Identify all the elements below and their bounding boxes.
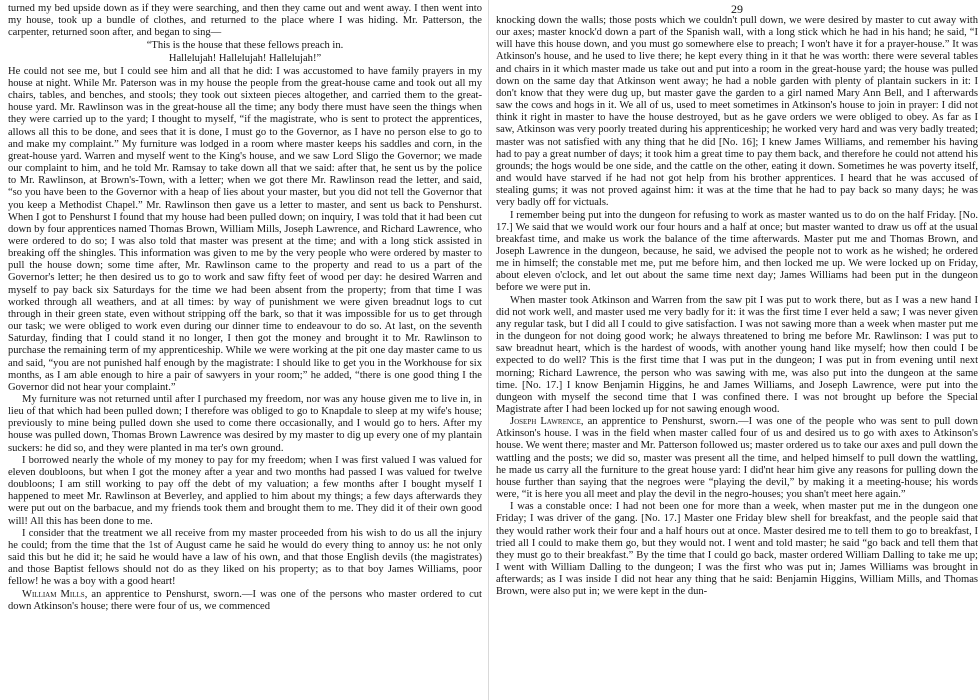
paragraph: I borrowed nearly the whole of my money to pay for my freedom; when I was first valued I was valued for eleven doubloons, but when I got the money after a year and two months had passed I was valued for twelve doubloons; I am still working to pay off the debt of my valuation; a few months after I bought myself I happened to meet Mr. Rawlinson at Beverley, and applied to him about my things; a few days afterwards they were put out on the barbacue, and my friends took them and brought them to me. They did it of their own good will! All this has been done to me. [8,454,482,527]
paragraph: I was a constable once: I had not been one for more than a week, when master put me in the dungeon one Friday; I was driver of the gang. [No. 17.] Master one Friday blew shell for breakfast, and the people said that they would rather work their four and a half hours out at once. Master desired me to tell them to go to breakfast, I tried all I could to make them go, but they would not. I went and told master; he said “go back and tell them that they must go to their breakfast.” By the time that I could go back, master ordered William Dalling to take me up; I went with William Dalling to the dungeon; I was the first who was put in; James Williams was brought in afterwards; as I was inside I did not hear any thing that he said: Benjamin Higgins, William Mills, and Thomas Brown, were also put in; we were kept in the dun- [496,501,978,598]
testimony-paragraph [496,416,978,501]
paragraph: I remember being put into the dungeon for refusing to work as master wanted us to do on the half Friday. [No. 17.] We said that we would work our four hours and a half at once; but master wanted to draw us off at the usual breakfast time, and make us work the balance of the time afterwards. Master put me and Thomas Brown, and Joseph Lawrence in the dungeon, because, he said, we advised the people not to work as he wished; he ordered me in himself; the constable met me, put me before him, and then locked me up. We were locked up on Friday, about eleven o'clock, and let out about the same time next day; James Williams had been put in the dungeon before we were put in. [496,209,978,294]
testimony-text: , an apprentice to Penshurst, sworn.—I was one of the persons who master ordered to cut down Atkinson's house; there were four of us, we commenced [8,588,482,612]
testimony-paragraph [8,589,482,613]
page-number: 29 [731,2,743,16]
witness-name: Joseph Lawrence [510,416,581,428]
verse-line: Hallelujah! Hallelujah! Hallelujah!” [168,52,322,64]
testimony-text: , an apprentice to Penshurst, sworn.—I was one of the people who was sent to pull down Atkinson's house. I was in the field when master called four of us and desired us to go with axes to Atkinson's house. We went there; master and Mr. Patterson followed us; master ordered us to take our axes and pull down the wattling and the posts; we did so, master was present all the time, and helped himself to pull down the wattling, he made us carry all the furniture to the great house yard: I did'nt hear him give any reasons for pulling down the house further than saying that the negroes were “playing the devil,” by making it a meeting-house; his words were, “it is here you all meet and play the devil in the negro-houses; you shan't meet here again.” [496,416,978,501]
paragraph: turned my bed upside down as if they were searching, and then they came out and went away. I then went into my house, took up a bundle of clothes, and returned to the place where I was hiding. Mr. Patterson, the carpenter, returned soon after, and began to sing— [8,3,482,39]
witness-name: William Mills [22,588,85,600]
verse-line: “This is the house that these fellows preach in. [146,40,344,52]
right-page [496,0,978,700]
left-page [8,0,482,700]
paragraph: My furniture was not returned until after I purchased my freedom, nor was any house given me to live in, in lieu of that which had been pulled down; I therefore was obliged to go to Knapdale to sleep at my wife's house; previously to mine being pulled down she used to come there occasionally, and I would go to hers. After my house was pulled down, Thomas Brown Lawrence was desired by my master to dig up every one of my plantain suckers: he did so, and they were planted in ma ter's own ground. [8,394,482,454]
hymn-verse [8,40,482,64]
paragraph: I consider that the treatment we all receive from my master proceeded from his wish to do us all the injury he could; from the time that the 1st of August came he said he would do every thing to annoy us: he not only said this but he did it; he said he would have a law of his own, and that those English devils (the magistrates) and those Baptist fellows should not do as they liked on his property; as to that boy James Williams, poor fellow! he was a boy with a good heart! [8,527,482,588]
paragraph: knocking down the walls; those posts which we couldn't pull down, we were desired by master to cut away with our axes; master knock'd down a part of the Spanish wall, with a long stick which he had in his hand; he said, “I will have this house down, and you must go somewhere else to preach; I won't have it for a prayer-house.” It was Atkinson's house, and he used to live there; he kept every thing in it that he was worth: there were several tables and chairs in it which master made us take out and put into a room in the great-house yard; the house was pulled down on the same day that Atkinson went away; he had a noble garden with plenty of plantain suckers in it: I don't know that they were dug up, but master gave the garden to a girl named Mary Ann Bell, and I afterwards saw the cows and hogs in it. We all of us, used to meet sometimes in Atkinson's house to join in prayer: I did not think it right in master to have the house destroyed, but as he gave orders we were obliged to obey. As far as I saw, Atkinson was very poorly treated during his apprenticeship; he worked very hard and was very badly treated; master was not satisfied with any thing that he did [No. 16]; I knew James Williams, and remember his having had to pay a great number of days; it took him a great time to pay them back, and therefore he could not attend his grounds; the hogs would be one side, and the cattle on the other, eating it down. Sometimes he was poverty itself, and would have starved if he had not got help from his brother apprentices. I heard that he was accused of stealing gums; it was not proved against him: it was at the time that he had to pay back so many days; he was very badly off for victuals. [496,15,978,209]
paragraph: He could not see me, but I could see him and all that he did: I was accustomed to have family prayers in my house at night. While Mr. Paterson was in my house the people from the great-house came and took out all my chairs, tables, and benches, and stools; they took out sixteen pieces altogether, and carried them to the great-house yard. Mr. Rawlinson was in the great-house all the time; any body there must have seen the things when they were carried up to the yard; I thought to myself, “if the magistrate, who is sent to protect the apprentices, allows all this to be done, and sees that it is done, I must go to the Governor, as I have no person else to go to and make my complaint.” My furniture was lodged in a room where master keeps his saddles and corn, in the great-house yard. Warren and myself went to the King's house, and we saw Lord Sligo the Governor; we made our complaint to him, and he told Mr. Ramsay to take down all that we said: after that, he sent us by the police to Mr. Rawlinson, at Brown's-Town, with a letter; when we got there Mr. Rawlinson read the letter, and said, “so you have been to the Governor with a heap of lies about your master, but you did not tell the Governor that you keep a Methodist Chapel.” Mr. Rawlinson then gave us a letter to master, and sent us back to Penshurst. When I got to Penshurst I found that my house had been pulled down; on inquiry, I was told that it had been cut down by four apprentices named Thomas Brown, William Mills, Joseph Lawrence, and Richard Lawrence, who were ordered to do so; I was also told that master was present at the time; and with a long stick assisted in breaking off the shingles. This information was given to me by the very people who were ordered by master to pull the house down; some time after, Mr. Rawlinson came to the property and read to us a part of the Governor's letter; he then desired us to go to work and saw fifty feet of wood per day: he desired Warren and myself to pay back six Saturdays for the time we had been absent from the property; from that time I was worked through all weathers, and at all times: by way of punishment we were given breadnut logs to cut through in their green state, even without stripping off the bark, so that it was impossible for us to get through our task; we were obliged to work even during our dinner time to endeavour to do so. At last, on the seventh Saturday, finding that I could stand it no longer, I then got the money and brought it to Mr. Rawlinson to purchase the remaining term of my apprenticeship. While we were working at the pit one day master came to us and said, “you are not punished half enough by the magistrate: I should like to get you in the Workhouse for six months, as I am able enough to hire a pair of sawyers in your room;” he added, “there is one good thing I the Governor did not hear your complaint.” [8,65,482,393]
page-gutter [488,0,489,700]
right-page-text [496,0,978,599]
left-page-text [8,0,482,613]
paragraph: When master took Atkinson and Warren from the saw pit I was put to work there, but as I was a new hand I did not work well, and master used me very badly for it: it was the first time I ever held a saw; I was never given any regular task, but I did all I could to give satisfaction. I was not sawing more than a week when master put me in the dungeon for not doing good work; he always threatened to bring me before Mr. Rawlinson: I was put to saw breadnut heart, which is the hardest of woods, with another young hand like myself; how then could I be expected to do well? This is the first time that I was put in the dungeon; I was put in from evening until next morning; Richard Lawrence, the person who was sawing with me, was also put into the dungeon at the same time. [No. 17.] I know Benjamin Higgins, he and James Williams, and Joseph Lawrence, were put into the dungeon with myself the second time that I was confined there. I was not brought up before the Special Magistrate after I had been locked up for not sawing enough wood. [496,294,978,415]
